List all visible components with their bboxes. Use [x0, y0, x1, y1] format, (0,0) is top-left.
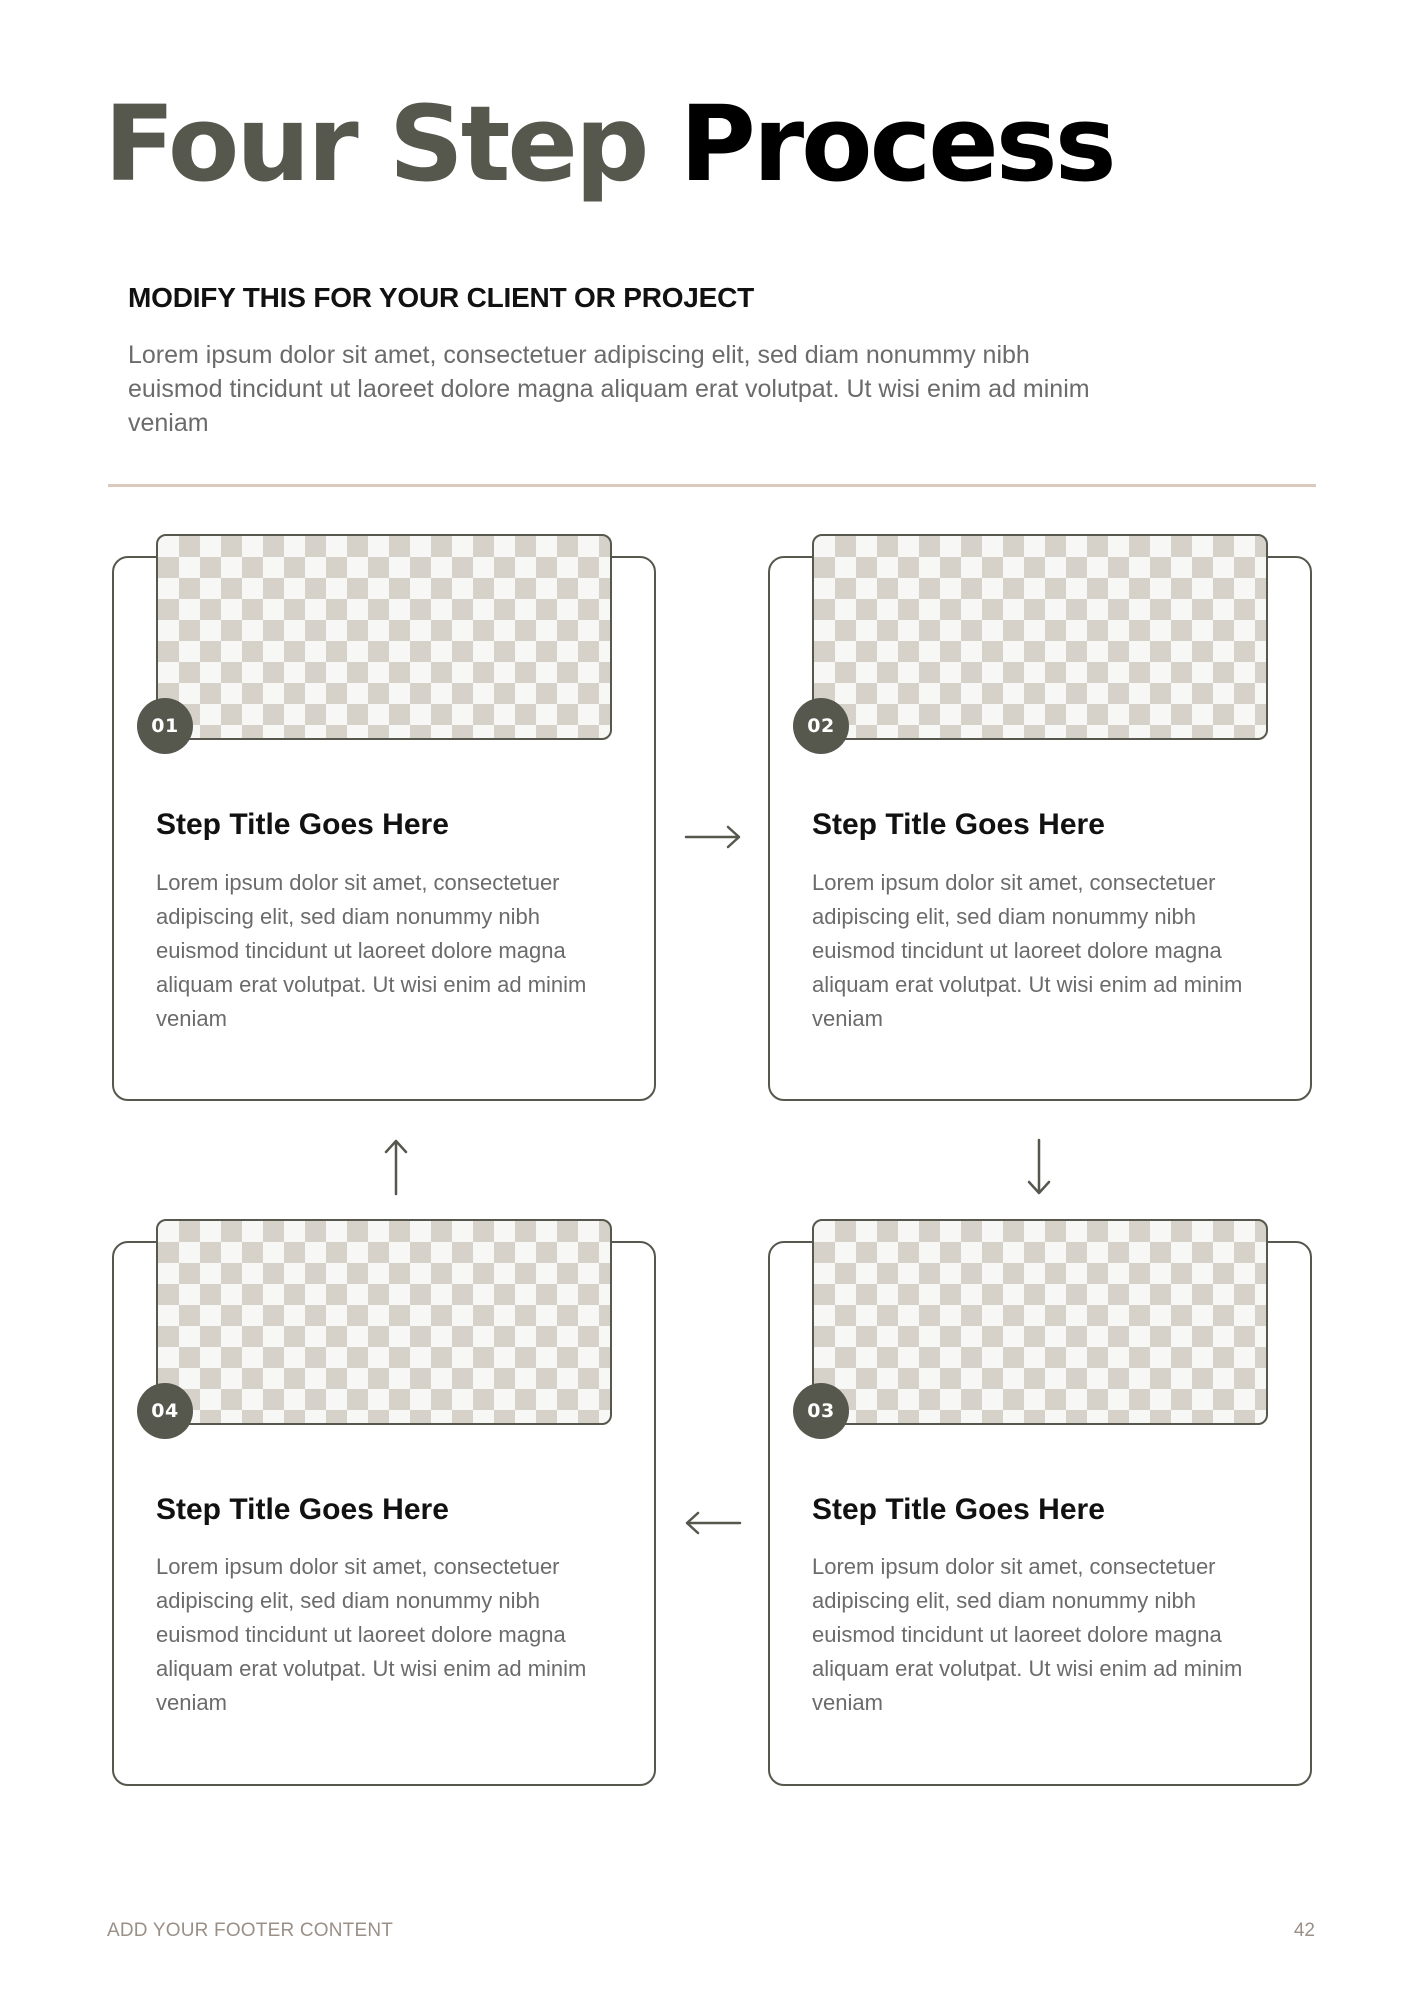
step-body-4: Lorem ipsum dolor sit amet, consectetuer adipiscing elit, sed diam nonummy nibh euismod tincidunt ut laoreet dolore magna aliquam erat volutpat. Ut wisi enim ad minim veniam: [156, 1554, 587, 1715]
divider: [108, 484, 1316, 487]
image-placeholder-2[interactable]: [812, 534, 1268, 740]
page-title-part-1: Four Step: [104, 83, 647, 205]
step-number-badge-2: 02: [793, 698, 849, 754]
step-body-3: Lorem ipsum dolor sit amet, consectetuer adipiscing elit, sed diam nonummy nibh euismod tincidunt ut laoreet dolore magna aliquam erat volutpat. Ut wisi enim ad minim veniam: [812, 1554, 1243, 1715]
step-title-1: Step Title Goes Here: [156, 808, 449, 841]
step-body-1: Lorem ipsum dolor sit amet, consectetuer adipiscing elit, sed diam nonummy nibh euismod tincidunt ut laoreet dolore magna aliquam erat volutpat. Ut wisi enim ad minim veniam: [156, 870, 587, 1031]
image-placeholder-3[interactable]: [812, 1219, 1268, 1425]
page-title: [104, 83, 1114, 205]
arrow-right-icon: [684, 824, 742, 850]
intro-paragraph: Lorem ipsum dolor sit amet, consectetuer adipiscing elit, sed diam nonummy nibh euismod tincidunt ut laoreet dolore magna aliquam erat volutpat. Ut wisi enim ad minim veniam: [128, 341, 1090, 437]
page-number: 42: [1293, 1920, 1315, 1941]
page-title-part-2: Process: [679, 83, 1114, 205]
step-title-3: Step Title Goes Here: [812, 1493, 1105, 1526]
step-number-badge-1: 01: [137, 698, 193, 754]
step-title-4: Step Title Goes Here: [156, 1493, 449, 1526]
arrow-left-icon: [684, 1510, 742, 1536]
image-placeholder-4[interactable]: [156, 1219, 612, 1425]
step-title-2: Step Title Goes Here: [812, 808, 1105, 841]
subheading: MODIFY THIS FOR YOUR CLIENT OR PROJECT: [128, 282, 755, 313]
step-body-2: Lorem ipsum dolor sit amet, consectetuer adipiscing elit, sed diam nonummy nibh euismod tincidunt ut laoreet dolore magna aliquam erat volutpat. Ut wisi enim ad minim veniam: [812, 870, 1243, 1031]
step-number-badge-3: 03: [793, 1383, 849, 1439]
image-placeholder-1[interactable]: [156, 534, 612, 740]
arrow-down-icon: [1026, 1138, 1052, 1196]
arrow-up-icon: [383, 1138, 409, 1196]
step-number-badge-4: 04: [137, 1383, 193, 1439]
footer-text: ADD YOUR FOOTER CONTENT: [107, 1920, 394, 1941]
